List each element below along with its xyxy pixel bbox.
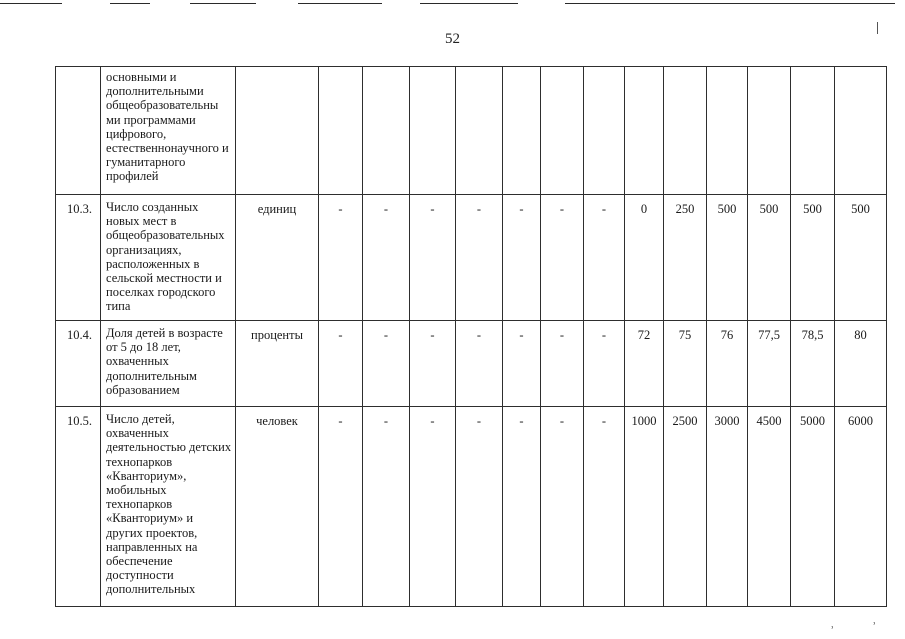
value-cell [363, 67, 410, 195]
value-cell: - [363, 407, 410, 607]
value-cell: - [456, 321, 503, 407]
row-index: 10.4. [56, 321, 101, 407]
indicator-unit: человек [236, 407, 319, 607]
value-cell: - [363, 195, 410, 321]
value-cell: 2500 [664, 407, 707, 607]
value-cell: 80 [835, 321, 887, 407]
indicator-unit: единиц [236, 195, 319, 321]
row-index: 10.3. [56, 195, 101, 321]
value-cell: 77,5 [748, 321, 791, 407]
value-cell: 500 [748, 195, 791, 321]
value-cell [456, 67, 503, 195]
value-cell: 72 [625, 321, 664, 407]
row-index: 10.5. [56, 407, 101, 607]
value-cell: 3000 [707, 407, 748, 607]
value-cell: - [503, 321, 541, 407]
value-cell: 6000 [835, 407, 887, 607]
value-cell: 1000 [625, 407, 664, 607]
value-cell [664, 67, 707, 195]
value-cell: - [410, 195, 456, 321]
value-cell: - [410, 407, 456, 607]
value-cell: - [319, 195, 363, 321]
value-cell: - [541, 321, 584, 407]
value-cell: - [541, 195, 584, 321]
top-scan-line [0, 3, 62, 4]
value-cell: - [319, 407, 363, 607]
top-scan-line [298, 3, 382, 4]
value-cell: 78,5 [791, 321, 835, 407]
scan-speck: ˒ [830, 618, 835, 633]
value-cell [791, 67, 835, 195]
value-cell: - [503, 195, 541, 321]
value-cell: 75 [664, 321, 707, 407]
value-cell: 500 [707, 195, 748, 321]
indicator-name: Число созданных новых мест в общеобразовательных организациях, расположенных в сельской местности и поселках городского типа [101, 195, 236, 321]
value-cell [748, 67, 791, 195]
value-cell: - [410, 321, 456, 407]
value-cell: - [541, 407, 584, 607]
value-cell: - [503, 407, 541, 607]
indicator-table [55, 66, 887, 607]
value-cell [707, 67, 748, 195]
value-cell: - [363, 321, 410, 407]
indicator-name: Число детей, охваченных деятельностью детских технопарков «Кванториум», мобильных технопарков «Кванториум» и других проектов, направленных на обеспечение доступности дополнительных [101, 407, 236, 607]
value-cell [503, 67, 541, 195]
indicator-unit [236, 67, 319, 195]
value-cell [584, 67, 625, 195]
value-cell: - [456, 195, 503, 321]
table-row [56, 195, 887, 321]
top-scan-line [190, 3, 256, 4]
value-cell: 250 [664, 195, 707, 321]
value-cell [835, 67, 887, 195]
value-cell: - [584, 321, 625, 407]
value-cell: - [584, 195, 625, 321]
value-cell: - [456, 407, 503, 607]
table-row [56, 407, 887, 607]
table-row [56, 321, 887, 407]
value-cell [625, 67, 664, 195]
value-cell: 500 [835, 195, 887, 321]
indicator-unit: проценты [236, 321, 319, 407]
value-cell: - [584, 407, 625, 607]
value-cell: 5000 [791, 407, 835, 607]
table-row [56, 67, 887, 195]
value-cell [541, 67, 584, 195]
top-scan-line [565, 3, 895, 4]
value-cell: 76 [707, 321, 748, 407]
value-cell: 500 [791, 195, 835, 321]
value-cell [319, 67, 363, 195]
scan-speck: ˒ [872, 614, 877, 629]
value-cell: 4500 [748, 407, 791, 607]
row-index [56, 67, 101, 195]
indicator-name: Доля детей в возрасте от 5 до 18 лет, охваченных дополнительным образованием [101, 321, 236, 407]
top-scan-line [110, 3, 150, 4]
top-scan-line [420, 3, 518, 4]
value-cell [410, 67, 456, 195]
indicator-name: основными и дополнительными общеобразовательны ми программами цифрового, естественнонаучного и гуманитарного профилей [101, 67, 236, 195]
value-cell: - [319, 321, 363, 407]
page-number: 52 [445, 31, 460, 47]
value-cell: 0 [625, 195, 664, 321]
